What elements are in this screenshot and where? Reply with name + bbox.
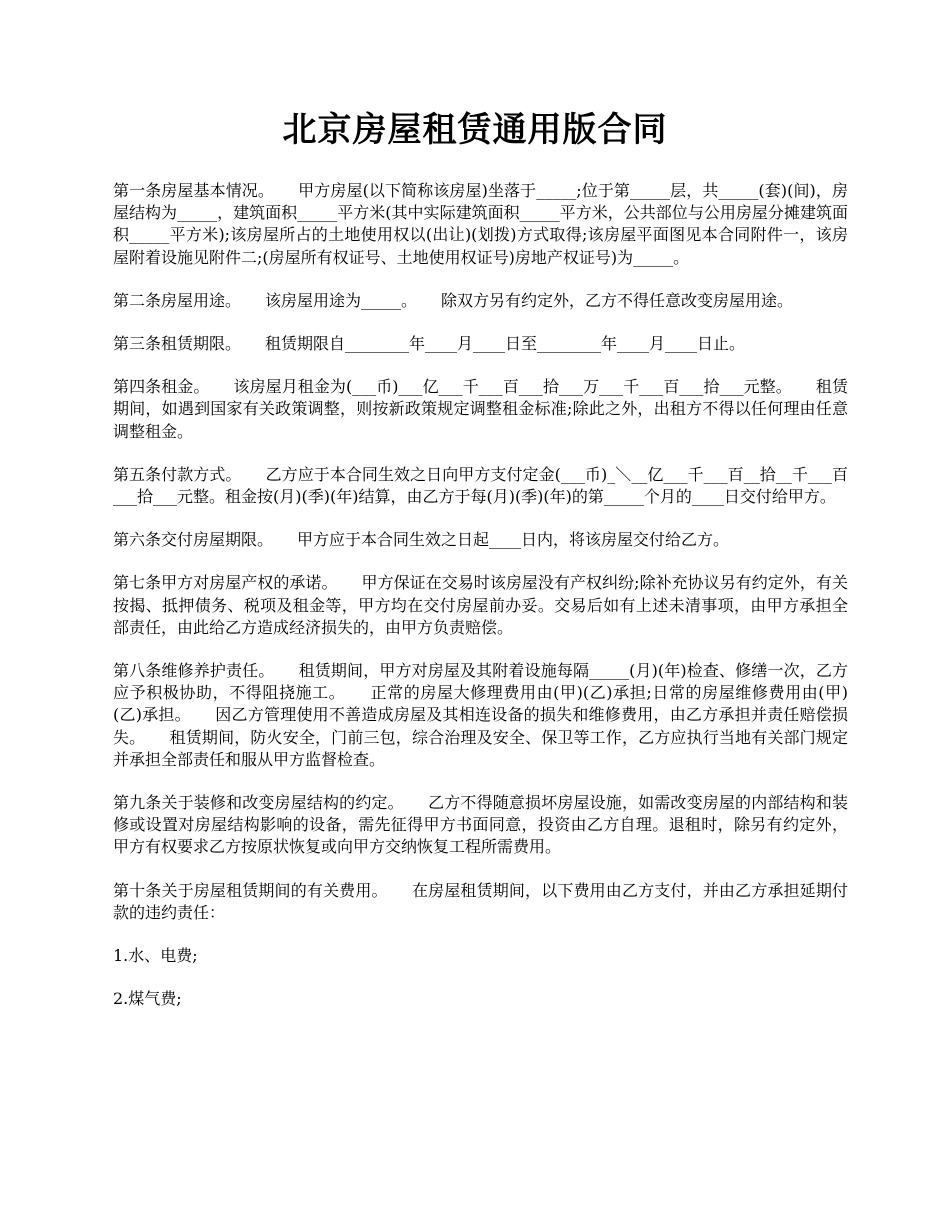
clause-7-title-guarantee: 第七条甲方对房屋产权的承诺。 甲方保证在交易时该房屋没有产权纠纷;除补充协议另有约定外，有关按揭、抵押债务、税项及租金等，甲方均在交付房屋前办妥。交易后如有上述未清事项，由甲方承担全部责任，由此给乙方造成经济损失的，由甲方负责赔偿。 [113, 573, 848, 637]
clause-4-rent: 第四条租金。 该房屋月租金为(___币)___亿___千___百___拾___万___千___百___拾___元整。 租赁期间，如遇到国家有关政策调整，则按新政策规定调整租金标准;除此之外，出租方不得以任何理由任意调整租金。 [113, 377, 848, 441]
clause-10-fees: 第十条关于房屋租赁期间的有关费用。 在房屋租赁期间，以下费用由乙方支付，并由乙方承担延期付款的违约责任： [113, 880, 848, 922]
clause-2-usage: 第二条房屋用途。 该房屋用途为_____。 除双方另有约定外，乙方不得任意改变房屋用途。 [113, 290, 794, 310]
fee-item-1: 1.水、电费; [113, 946, 198, 966]
clause-3-term: 第三条租赁期限。 租赁期限自________年____月____日至________年____月____日止。 [113, 334, 746, 354]
clause-6-delivery: 第六条交付房屋期限。 甲方应于本合同生效之日起____日内，将该房屋交付给乙方。 [113, 530, 730, 550]
clause-5-payment: 第五条付款方式。 乙方应于本合同生效之日向甲方支付定金(___币)_＼__亿___千___百__拾__千___百___拾___元整。租金按(月)(季)(年)结算，由乙方于每(月)(季)(年)的第_____个月的____日交付给甲方。 [113, 464, 848, 507]
clause-9-renovation: 第九条关于装修和改变房屋结构的约定。 乙方不得随意损坏房屋设施，如需改变房屋的内部结构和装修或设置对房屋结构影响的设备，需先征得甲方书面同意，投资由乙方自理。退租时，除另有约定外，甲方有权要求乙方按原状恢复或向甲方交纳恢复工程所需费用。 [113, 793, 848, 857]
fee-item-2: 2.煤气费; [113, 989, 182, 1009]
document-title: 北京房屋租赁通用版合同 [282, 110, 668, 150]
document-body [113, 180, 848, 1031]
clause-1-basic-info: 第一条房屋基本情况。 甲方房屋(以下简称该房屋)坐落于_____;位于第_____层，共_____(套)(间)，房屋结构为_____，建筑面积_____平方米(其中实际建筑面积_____平方米，公共部位与公用房屋分摊建筑面积_____平方米);该房屋所占的土地使用权以(出让)(划拨)方式取得;该房屋平面图见本合同附件一，该房屋附着设施见附件二;(房屋所有权证号、土地使用权证号)房地产权证号)为_____。 [113, 181, 848, 267]
clause-8-maintenance: 第八条维修养护责任。 租赁期间，甲方对房屋及其附着设施每隔_____(月)(年)检查、修缮一次，乙方应予积极协助，不得阻挠施工。 正常的房屋大修理费用由(甲)(乙)承担;日常的房屋维修费用由(甲)(乙)承担。 因乙方管理使用不善造成房屋及其相连设备的损失和维修费用，由乙方承担并责任赔偿损失。 租赁期间，防火安全，门前三包，综合治理及安全、保卫等工作，乙方应执行当地有关部门规定并承担全部责任和服从甲方监督检查。 [113, 661, 848, 769]
